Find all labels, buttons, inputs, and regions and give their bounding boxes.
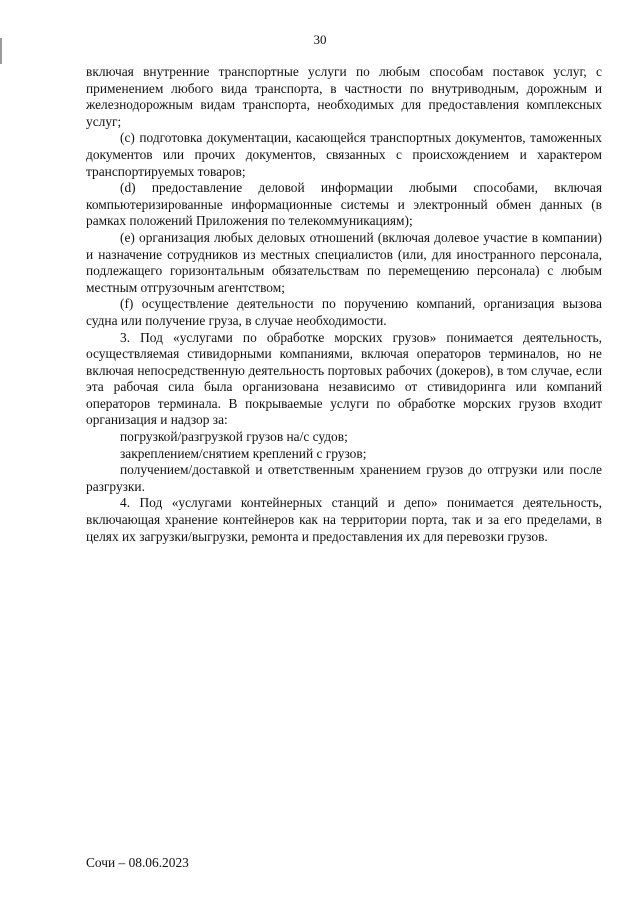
page-number: 30 [313, 32, 327, 47]
list-item-receiving-storage: получением/доставкой и ответственным хранением грузов до отгрузки или после разгрузки. [86, 462, 602, 494]
paragraph-3-cargo-handling: 3. Под «услугами по обработке морских грузов» понимается деятельность, осуществляемая стивидорными компаниями, включая операторов терминалов, но не включая непосредственную деятельность портовых рабочих (докеров), в том случае, если эта рабочая сила была организована независимо от стивидоринга или компаний операторов терминала. В покрываемые услуги по обработке морских грузов входит организация и надзор за: [86, 329, 602, 428]
paragraph-c-documentation: (с) подготовка документации, касающейся транспортных документов, таможенных документов или прочих документов, связанных с происхождением и характером транспортируемых товаров; [86, 130, 602, 179]
paragraph-transport-services: включая внутренние транспортные услуги по любым способам поставок услуг, с применением любого вида транспорта, в частности по внутриводным, дорожным и железнодорожным видам транспорта, необходимых для предоставления комплексных услуг; [86, 64, 602, 129]
paragraph-d-business-information: (d) предоставление деловой информации любыми способами, включая компьютеризированные информационные системы и электронный обмен данных (в рамках положений Приложения по телекоммуникациям); [86, 180, 602, 229]
paragraph-e-business-relations: (е) организация любых деловых отношений (включая долевое участие в компании) и назначение сотрудников из местных специалистов (или, для иностранного персонала, подлежащего горизонтальным обязательствам по перемещению персонала) с любым местным отгрузочным агентством; [86, 229, 602, 295]
footer-place-date: Сочи – 08.06.2023 [86, 855, 189, 870]
paragraph-f-activities: (f) осуществление деятельности по поручению компаний, организация вызова судна или получение груза, в случае необходимости. [86, 296, 602, 328]
paragraph-4-container-stations: 4. Под «услугами контейнерных станций и депо» понимается деятельность, включающая хранение контейнеров как на территории порта, так и за его пределами, в целях их загрузки/выгрузки, ремонта и предоставления их для перевозки грузов. [86, 495, 602, 544]
list-item-securing: закреплением/снятием креплений с грузов; [120, 445, 367, 461]
list-item-loading: погрузкой/разгрузкой грузов на/с судов; [120, 429, 348, 445]
document-body [86, 64, 602, 545]
